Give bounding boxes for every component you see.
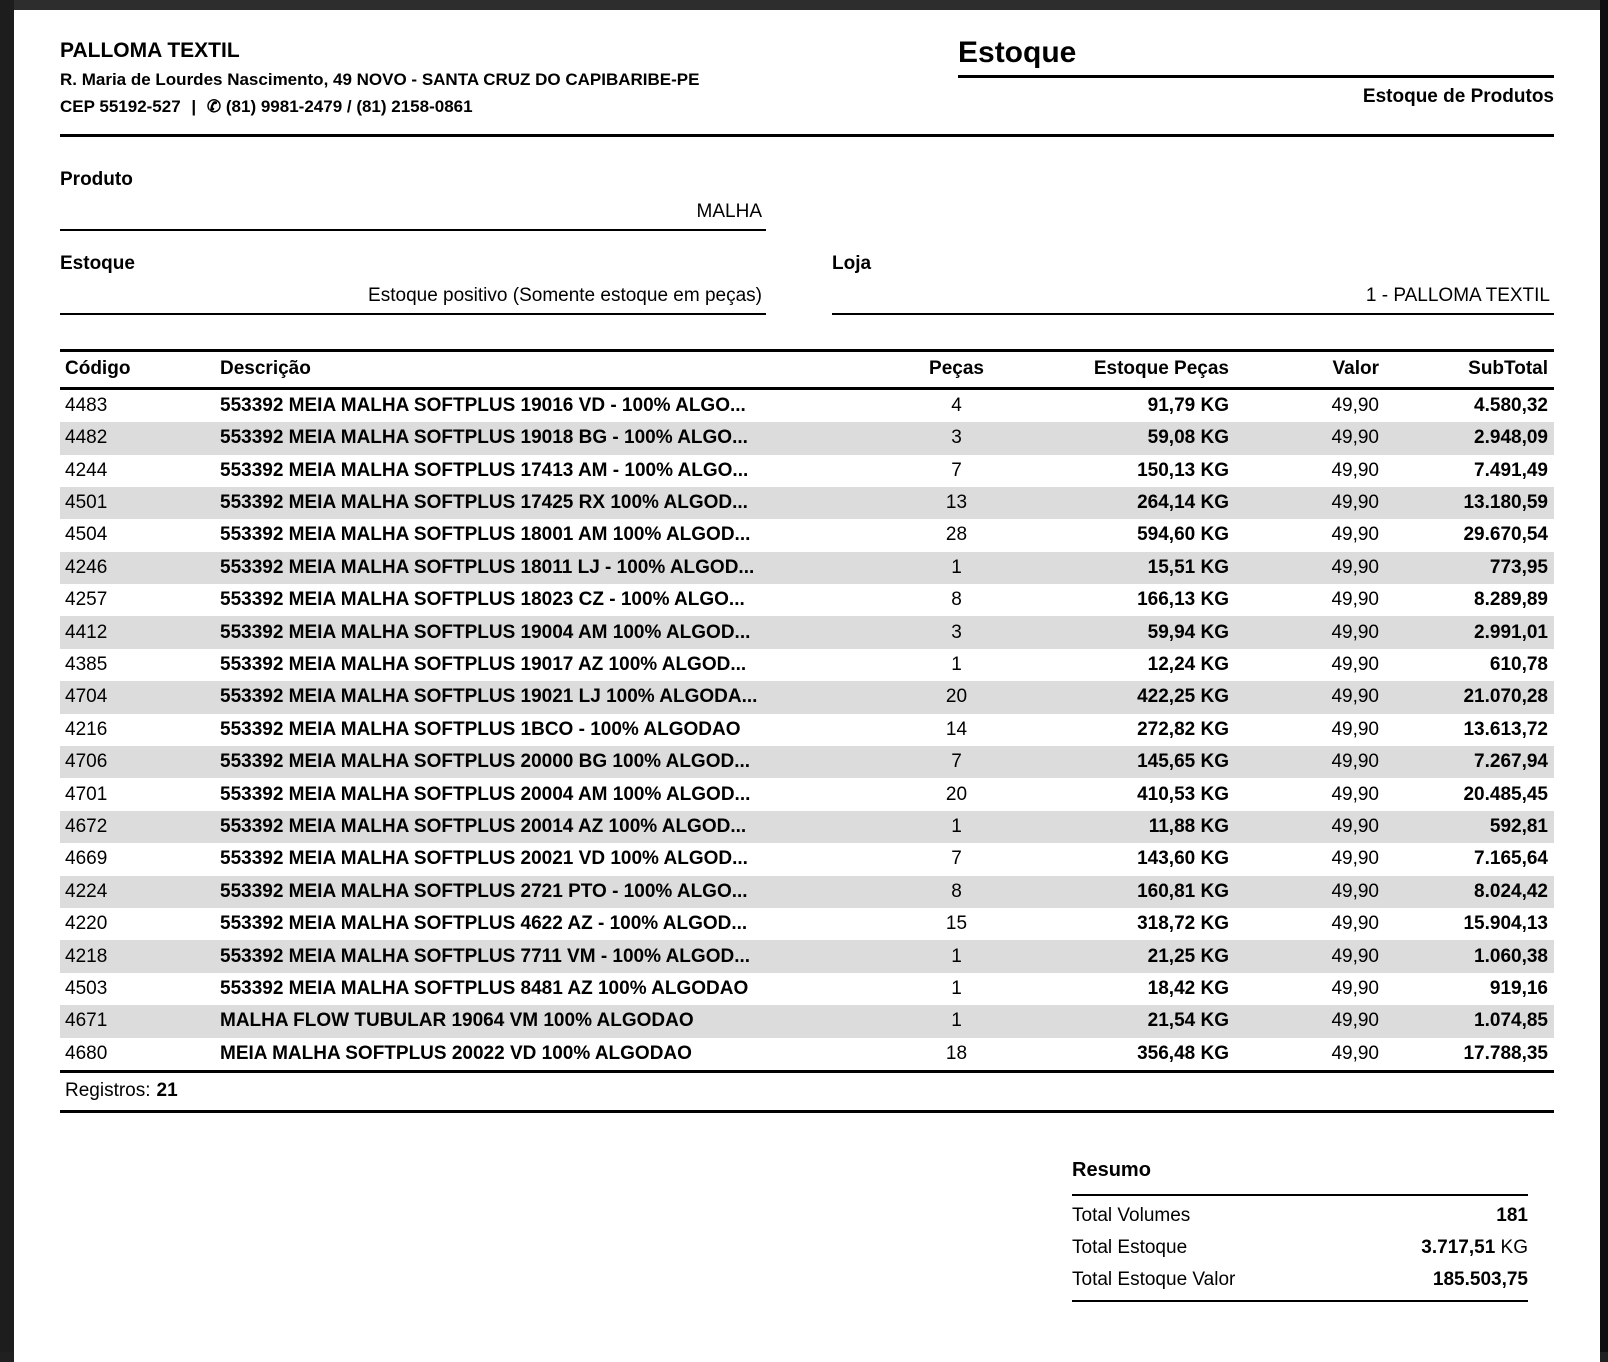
table-row (60, 390, 1554, 422)
cell-subtotal: 592,81 (1379, 816, 1554, 838)
registros-count: 21 (157, 1080, 178, 1102)
cell-estoque-pecas: 21,54 KG (1004, 1010, 1229, 1032)
cell-pecas: 1 (909, 557, 1004, 579)
cell-descricao: 553392 MEIA MALHA SOFTPLUS 2721 PTO - 100% ALGO... (220, 881, 909, 903)
company-cep-phone (60, 95, 699, 120)
cell-codigo: 4224 (60, 881, 220, 903)
cell-descricao: 553392 MEIA MALHA SOFTPLUS 20014 AZ 100% ALGOD... (220, 816, 909, 838)
cell-estoque-pecas: 15,51 KG (1004, 557, 1229, 579)
table-row (60, 681, 1554, 713)
registros-row (60, 1070, 1554, 1113)
viewer-right-edge (1600, 0, 1608, 1352)
cell-estoque-pecas: 318,72 KG (1004, 913, 1229, 935)
cell-descricao: 553392 MEIA MALHA SOFTPLUS 4622 AZ - 100% ALGOD... (220, 913, 909, 935)
filters-section (60, 169, 1554, 315)
cell-descricao: 553392 MEIA MALHA SOFTPLUS 19016 VD - 100% ALGO... (220, 395, 909, 417)
cell-estoque-pecas: 160,81 KG (1004, 881, 1229, 903)
table-row (60, 487, 1554, 519)
table-row (60, 455, 1554, 487)
cell-descricao: 553392 MEIA MALHA SOFTPLUS 17413 AM - 100% ALGO... (220, 460, 909, 482)
cell-pecas: 1 (909, 946, 1004, 968)
cell-codigo: 4671 (60, 1010, 220, 1032)
company-name: PALLOMA TEXTIL (60, 36, 699, 66)
cell-descricao: 553392 MEIA MALHA SOFTPLUS 18011 LJ - 100% ALGOD... (220, 557, 909, 579)
stock-table (60, 349, 1554, 1113)
cell-estoque-pecas: 150,13 KG (1004, 460, 1229, 482)
resumo-title: Resumo (1072, 1159, 1528, 1182)
cell-pecas: 15 (909, 913, 1004, 935)
cell-estoque-pecas: 91,79 KG (1004, 395, 1229, 417)
cell-valor: 49,90 (1229, 1010, 1379, 1032)
cell-subtotal: 610,78 (1379, 654, 1554, 676)
cell-descricao: 553392 MEIA MALHA SOFTPLUS 19017 AZ 100% ALGOD... (220, 654, 909, 676)
cell-codigo: 4669 (60, 848, 220, 870)
cell-valor: 49,90 (1229, 881, 1379, 903)
separator: | (185, 97, 202, 116)
cell-pecas: 1 (909, 654, 1004, 676)
cell-codigo: 4501 (60, 492, 220, 514)
cell-valor: 49,90 (1229, 719, 1379, 741)
resumo-row-label: Total Volumes (1072, 1205, 1190, 1227)
cell-estoque-pecas: 143,60 KG (1004, 848, 1229, 870)
table-row (60, 940, 1554, 972)
viewer-top-edge (0, 0, 1608, 10)
cell-codigo: 4385 (60, 654, 220, 676)
cell-subtotal: 17.788,35 (1379, 1043, 1554, 1065)
cell-valor: 49,90 (1229, 492, 1379, 514)
table-row (60, 778, 1554, 810)
header-divider (60, 134, 1554, 137)
cell-subtotal: 8.289,89 (1379, 589, 1554, 611)
cell-estoque-pecas: 410,53 KG (1004, 784, 1229, 806)
cell-codigo: 4483 (60, 395, 220, 417)
cell-subtotal: 2.991,01 (1379, 622, 1554, 644)
cell-valor: 49,90 (1229, 946, 1379, 968)
cell-estoque-pecas: 594,60 KG (1004, 524, 1229, 546)
cell-pecas: 28 (909, 524, 1004, 546)
cell-estoque-pecas: 12,24 KG (1004, 654, 1229, 676)
cell-pecas: 14 (909, 719, 1004, 741)
cell-subtotal: 1.060,38 (1379, 946, 1554, 968)
header-subtotal: SubTotal (1379, 358, 1554, 380)
cell-valor: 49,90 (1229, 557, 1379, 579)
cell-codigo: 4482 (60, 427, 220, 449)
report-subtitle: Estoque de Produtos (958, 86, 1554, 108)
cell-subtotal: 4.580,32 (1379, 395, 1554, 417)
table-row (60, 1005, 1554, 1037)
cell-descricao: 553392 MEIA MALHA SOFTPLUS 1BCO - 100% ALGODAO (220, 719, 909, 741)
cell-pecas: 8 (909, 881, 1004, 903)
estoque-value-field: Estoque positivo (Somente estoque em peças) (60, 275, 766, 315)
registros-label: Registros: (65, 1080, 151, 1102)
cell-codigo: 4218 (60, 946, 220, 968)
cell-valor: 49,90 (1229, 751, 1379, 773)
cell-descricao: 553392 MEIA MALHA SOFTPLUS 20000 BG 100% ALGOD... (220, 751, 909, 773)
cell-subtotal: 13.180,59 (1379, 492, 1554, 514)
table-row (60, 811, 1554, 843)
loja-value-field: 1 - PALLOMA TEXTIL (832, 275, 1554, 315)
company-address: R. Maria de Lourdes Nascimento, 49 NOVO - SANTA CRUZ DO CAPIBARIBE-PE (60, 68, 699, 93)
produto-value-field: MALHA (60, 191, 766, 231)
header-pecas: Peças (909, 358, 1004, 380)
table-row (60, 908, 1554, 940)
cell-pecas: 7 (909, 848, 1004, 870)
company-block (60, 36, 699, 120)
report-page (14, 10, 1600, 1362)
cell-subtotal: 21.070,28 (1379, 686, 1554, 708)
table-row (60, 1038, 1554, 1070)
estoque-label: Estoque (60, 253, 766, 275)
table-row (60, 649, 1554, 681)
cell-valor: 49,90 (1229, 978, 1379, 1000)
report-title: Estoque (958, 36, 1554, 78)
cell-codigo: 4216 (60, 719, 220, 741)
table-row (60, 519, 1554, 551)
resumo-row-value: 185.503,75 (1433, 1269, 1528, 1291)
cell-descricao: 553392 MEIA MALHA SOFTPLUS 20004 AM 100% ALGOD... (220, 784, 909, 806)
cell-codigo: 4412 (60, 622, 220, 644)
cell-estoque-pecas: 422,25 KG (1004, 686, 1229, 708)
cell-descricao: 553392 MEIA MALHA SOFTPLUS 18001 AM 100% ALGOD... (220, 524, 909, 546)
cell-valor: 49,90 (1229, 589, 1379, 611)
cell-descricao: 553392 MEIA MALHA SOFTPLUS 7711 VM - 100% ALGOD... (220, 946, 909, 968)
cell-pecas: 7 (909, 460, 1004, 482)
table-row (60, 584, 1554, 616)
cell-descricao: 553392 MEIA MALHA SOFTPLUS 18023 CZ - 100% ALGO... (220, 589, 909, 611)
cell-valor: 49,90 (1229, 848, 1379, 870)
cell-pecas: 1 (909, 978, 1004, 1000)
filter-produto (60, 169, 1554, 231)
cell-codigo: 4504 (60, 524, 220, 546)
resumo-box (1072, 1194, 1528, 1302)
filters-row2 (60, 253, 1554, 315)
cell-valor: 49,90 (1229, 427, 1379, 449)
cell-subtotal: 919,16 (1379, 978, 1554, 1000)
cell-codigo: 4706 (60, 751, 220, 773)
table-row (60, 876, 1554, 908)
cell-estoque-pecas: 59,94 KG (1004, 622, 1229, 644)
phone-icon: ✆ (207, 97, 221, 116)
cell-codigo: 4704 (60, 686, 220, 708)
produto-label: Produto (60, 169, 1554, 191)
cell-valor: 49,90 (1229, 622, 1379, 644)
cell-codigo: 4672 (60, 816, 220, 838)
table-row (60, 746, 1554, 778)
cell-subtotal: 7.165,64 (1379, 848, 1554, 870)
cell-valor: 49,90 (1229, 460, 1379, 482)
cell-valor: 49,90 (1229, 816, 1379, 838)
stock-table-header-row (60, 352, 1554, 390)
cell-pecas: 3 (909, 427, 1004, 449)
resumo-row-value: 3.717,51 KG (1421, 1237, 1528, 1259)
cell-descricao: MALHA FLOW TUBULAR 19064 VM 100% ALGODAO (220, 1010, 909, 1032)
cell-descricao: 553392 MEIA MALHA SOFTPLUS 19018 BG - 100% ALGO... (220, 427, 909, 449)
cell-valor: 49,90 (1229, 686, 1379, 708)
title-block (958, 36, 1554, 108)
cell-subtotal: 7.491,49 (1379, 460, 1554, 482)
resumo-row (1072, 1232, 1528, 1264)
cell-subtotal: 2.948,09 (1379, 427, 1554, 449)
cell-pecas: 13 (909, 492, 1004, 514)
table-row (60, 422, 1554, 454)
cell-estoque-pecas: 272,82 KG (1004, 719, 1229, 741)
resumo-row-value: 181 (1496, 1205, 1528, 1227)
cell-estoque-pecas: 264,14 KG (1004, 492, 1229, 514)
table-row (60, 843, 1554, 875)
cell-pecas: 1 (909, 1010, 1004, 1032)
cell-codigo: 4220 (60, 913, 220, 935)
cell-codigo: 4246 (60, 557, 220, 579)
cell-pecas: 4 (909, 395, 1004, 417)
table-row (60, 552, 1554, 584)
cell-subtotal: 8.024,42 (1379, 881, 1554, 903)
cell-subtotal: 20.485,45 (1379, 784, 1554, 806)
cell-valor: 49,90 (1229, 654, 1379, 676)
cell-descricao: 553392 MEIA MALHA SOFTPLUS 8481 AZ 100% ALGODAO (220, 978, 909, 1000)
cell-descricao: MEIA MALHA SOFTPLUS 20022 VD 100% ALGODAO (220, 1043, 909, 1065)
cell-pecas: 20 (909, 686, 1004, 708)
cell-descricao: 553392 MEIA MALHA SOFTPLUS 19021 LJ 100% ALGODA... (220, 686, 909, 708)
header-valor: Valor (1229, 358, 1379, 380)
cell-pecas: 20 (909, 784, 1004, 806)
resumo-row (1072, 1264, 1528, 1296)
resumo-row (1072, 1200, 1528, 1232)
cell-codigo: 4244 (60, 460, 220, 482)
header-codigo: Código (60, 358, 220, 380)
cell-subtotal: 773,95 (1379, 557, 1554, 579)
cell-estoque-pecas: 18,42 KG (1004, 978, 1229, 1000)
stock-table-body (60, 390, 1554, 1070)
report-header (60, 36, 1554, 120)
header-descricao: Descrição (220, 358, 909, 380)
cell-valor: 49,90 (1229, 395, 1379, 417)
table-row (60, 616, 1554, 648)
filter-loja (832, 253, 1554, 315)
cell-codigo: 4503 (60, 978, 220, 1000)
cell-descricao: 553392 MEIA MALHA SOFTPLUS 17425 RX 100% ALGOD... (220, 492, 909, 514)
table-row (60, 714, 1554, 746)
filter-estoque (60, 253, 766, 315)
cell-valor: 49,90 (1229, 784, 1379, 806)
company-cep: CEP 55192-527 (60, 97, 181, 116)
loja-label: Loja (832, 253, 1554, 275)
cell-pecas: 7 (909, 751, 1004, 773)
cell-estoque-pecas: 21,25 KG (1004, 946, 1229, 968)
cell-estoque-pecas: 166,13 KG (1004, 589, 1229, 611)
cell-estoque-pecas: 59,08 KG (1004, 427, 1229, 449)
cell-estoque-pecas: 11,88 KG (1004, 816, 1229, 838)
cell-pecas: 18 (909, 1043, 1004, 1065)
cell-subtotal: 29.670,54 (1379, 524, 1554, 546)
cell-subtotal: 15.904,13 (1379, 913, 1554, 935)
company-phones: (81) 9981-2479 / (81) 2158-0861 (226, 97, 473, 116)
cell-codigo: 4257 (60, 589, 220, 611)
cell-valor: 49,90 (1229, 1043, 1379, 1065)
resumo-row-label: Total Estoque Valor (1072, 1269, 1235, 1291)
cell-descricao: 553392 MEIA MALHA SOFTPLUS 19004 AM 100% ALGOD... (220, 622, 909, 644)
cell-subtotal: 13.613,72 (1379, 719, 1554, 741)
cell-estoque-pecas: 145,65 KG (1004, 751, 1229, 773)
cell-subtotal: 1.074,85 (1379, 1010, 1554, 1032)
resumo-row-label: Total Estoque (1072, 1237, 1187, 1259)
header-estoque-pecas: Estoque Peças (1004, 358, 1229, 380)
cell-codigo: 4680 (60, 1043, 220, 1065)
cell-pecas: 3 (909, 622, 1004, 644)
resumo-section (1072, 1159, 1528, 1302)
cell-valor: 49,90 (1229, 524, 1379, 546)
cell-pecas: 1 (909, 816, 1004, 838)
cell-subtotal: 7.267,94 (1379, 751, 1554, 773)
cell-pecas: 8 (909, 589, 1004, 611)
viewer-left-edge (0, 0, 14, 1352)
table-row (60, 973, 1554, 1005)
cell-estoque-pecas: 356,48 KG (1004, 1043, 1229, 1065)
cell-descricao: 553392 MEIA MALHA SOFTPLUS 20021 VD 100% ALGOD... (220, 848, 909, 870)
cell-codigo: 4701 (60, 784, 220, 806)
cell-valor: 49,90 (1229, 913, 1379, 935)
